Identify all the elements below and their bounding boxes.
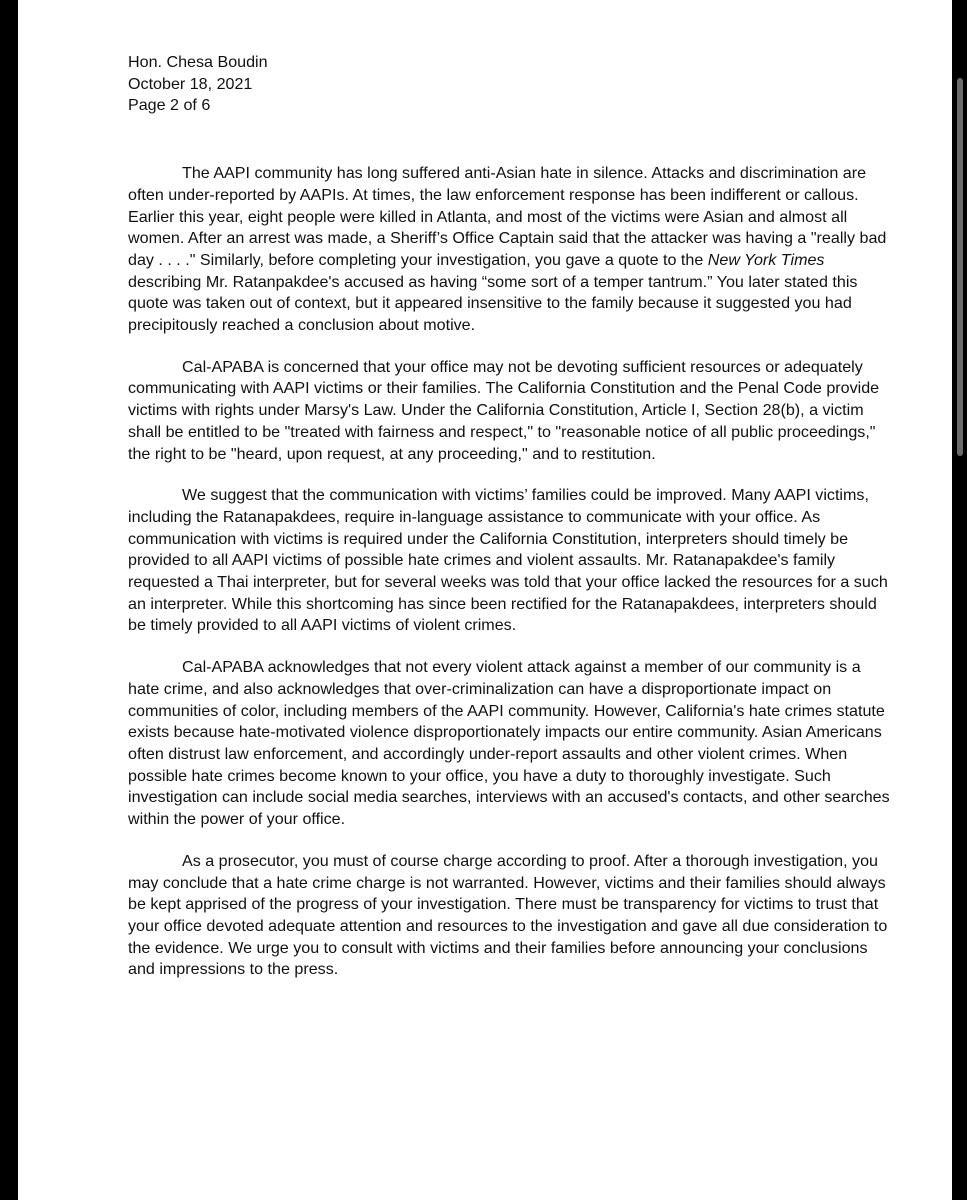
date-line: October 18, 2021 xyxy=(128,74,253,93)
letter-header xyxy=(128,52,892,117)
paragraph-victim-rights: Cal-APABA is concerned that your office may not be devoting sufficient resources or adequately communicating with AAPI victims or their families. The California Constitution and the Penal Code provide victims with rights under Marsy's Law. Under the California Constitution, Article I, Section 28(b), a victim shall be entitled to be "treated with fairness and respect," to "reasonable notice of all public proceedings," the right to be "heard, upon request, at any proceeding," and to restitution. xyxy=(128,357,880,463)
paragraph-aapi-hate xyxy=(128,163,892,337)
page-number-line: Page 2 of 6 xyxy=(128,96,211,115)
recipient-line: Hon. Chesa Boudin xyxy=(128,53,268,71)
publication-title: New York Times xyxy=(707,250,825,269)
scrollbar[interactable] xyxy=(953,0,967,1200)
letter-page xyxy=(18,0,952,1200)
paragraph-text: describing Mr. Ratanpakdee's accused as having “some sort of a temper tantrum.” You later stated this quote was taken out of context, but it appeared insensitive to the family because it suggested you had precipitously reached a conclusion about motive. xyxy=(128,272,858,335)
paragraph-interpreters: We suggest that the communication with victims’ families could be improved. Many AAPI victims, including the Ratanapakdees, require in-language assistance to communicate with your office. As communication with victims is required under the California Constitution, interpreters should timely be provided to all AAPI victims of possible hate crimes and violent assaults. Mr. Ratanapakdee's family requested a Thai interpreter, but for several weeks was told that your office lacked the resources for a such an interpreter. While this shortcoming has since been rectified for the Ratanapakdees, interpreters should be timely provided to all AAPI victims of violent crimes. xyxy=(128,486,888,635)
paragraph-hate-crimes: Cal-APABA acknowledges that not every violent attack against a member of our community is a hate crime, and also acknowledges that over-criminalization can have a disproportionate impact on communities of color, including members of the AAPI community. However, California's hate crimes statute exists because hate-motivated violence disproportionately impacts our entire community. Asian Americans often distrust law enforcement, and accordingly under-report assaults and other violent crimes. When possible hate crimes become known to your office, you have a duty to thoroughly investigate. Such investigation can include social media searches, interviews with an accused's contacts, and other searches within the power of your office. xyxy=(128,658,890,829)
paragraph-prosecution: As a prosecutor, you must of course charge according to proof. After a thorough investigation, you may conclude that a hate crime charge is not warranted. However, victims and their families should always be kept apprised of the progress of your investigation. There must be transparency for victims to trust that your office devoted adequate attention and resources to the investigation and gave all due consideration to the evidence. We urge you to consult with victims and their families before announcing your conclusions and impressions to the press. xyxy=(128,851,888,979)
paragraph-text: The AAPI community has long suffered anti-Asian hate in silence. Attacks and discrimination are often under-reported by AAPIs. At times, the law enforcement response has been indifferent or callous. Earlier this year, eight people were killed in Atlanta, and most of the victims were Asian and almost all women. After an arrest was made, a Sheriff’s Office Captain said that the attacker was having a "really bad day . . . ." Similarly, before completing your investigation, you gave a quote to the xyxy=(128,164,887,269)
scrollbar-thumb[interactable] xyxy=(957,78,963,456)
